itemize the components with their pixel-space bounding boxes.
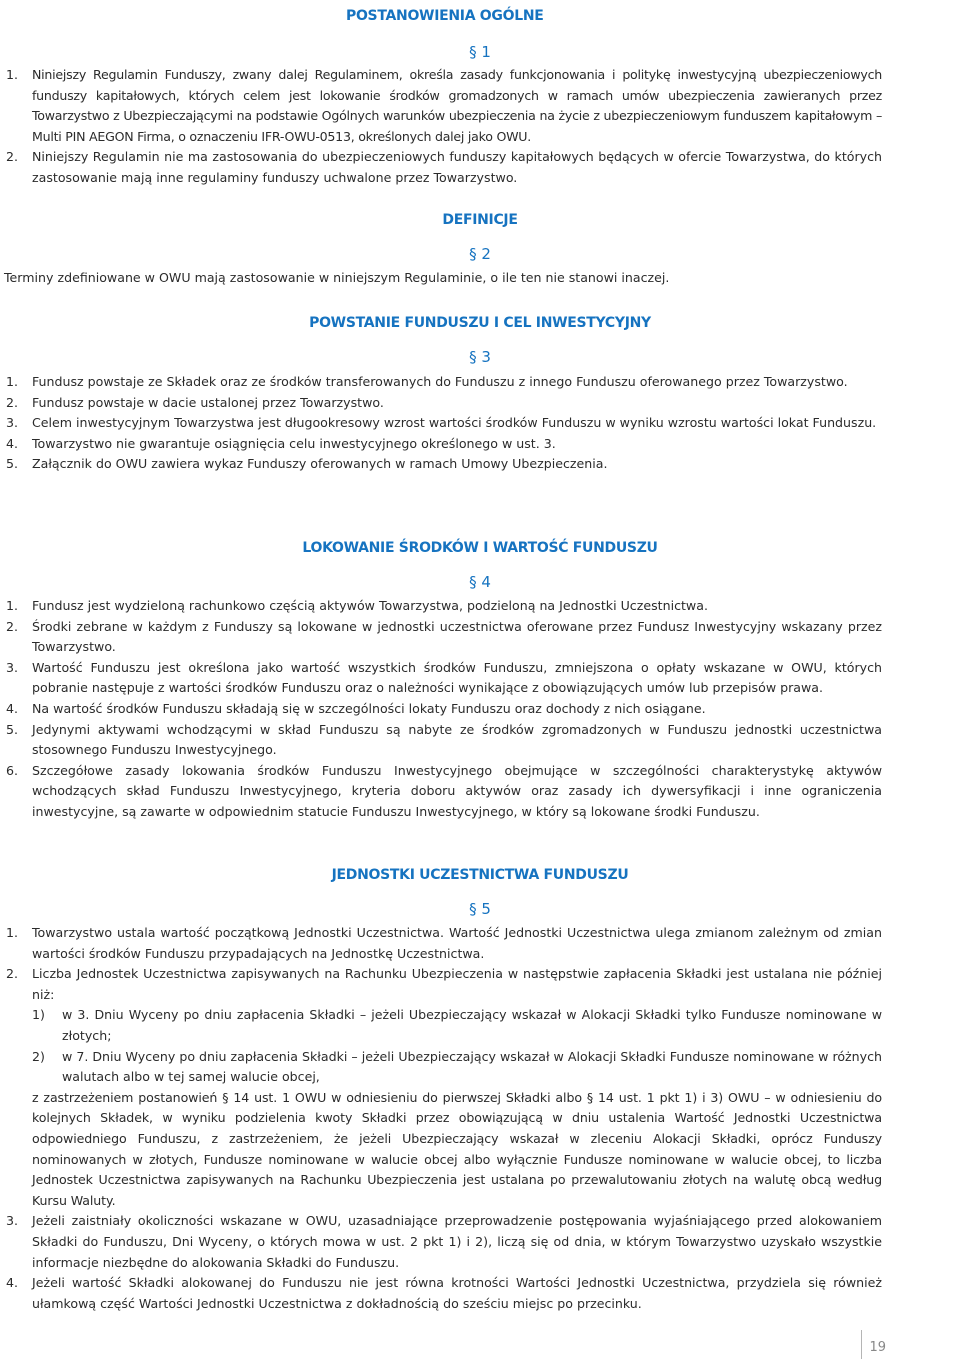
- page-number: 19: [869, 1340, 886, 1355]
- sub-item-text: w 7. Dniu Wyceny po dniu zapłacenia Składki – jeżeli Ubezpieczający wskazał w Alokacji Składki Fundusze nominowane w różnych walutach albo w tej samej walucie obcej,: [62, 1048, 882, 1085]
- item-text: Na wartość środków Funduszu składają się w szczególności lokaty Funduszu oraz dochody z nich osiągane.: [32, 700, 706, 716]
- item-number: 5.: [6, 721, 19, 737]
- paragraph-number: § 3: [469, 348, 491, 366]
- item-text: Załącznik do OWU zawiera wykaz Funduszy oferowanych w ramach Umowy Ubezpieczenia.: [32, 456, 608, 472]
- paragraph-number: § 5: [469, 900, 491, 918]
- item-number: 4.: [6, 1275, 19, 1291]
- list-item: [0, 147, 960, 188]
- section-postanowienia: [0, 4, 960, 189]
- item-number: 4.: [6, 700, 19, 716]
- paragraph-number: § 1: [469, 43, 491, 61]
- sub-list-item: [32, 1047, 882, 1088]
- item-number: 1.: [6, 67, 19, 82]
- list-item: [0, 596, 960, 617]
- item-text: Liczba Jednostek Uczestnictwa zapisywanych na Rachunku Ubezpieczenia w następstwie zapłacenia Składki jest ustalana nie później niż:: [32, 966, 882, 1002]
- section-heading: POWSTANIE FUNDUSZU I CEL INWESTYCYJNY: [309, 315, 651, 331]
- list-item: [0, 393, 960, 414]
- section-heading: DEFINICJE: [442, 212, 518, 228]
- section-definicje: [0, 208, 960, 289]
- section-powstanie: [0, 311, 960, 475]
- definition-text: Terminy zdefiniowane w OWU mają zastosowanie w niniejszym Regulaminie, o ile ten nie stanowi inaczej.: [4, 270, 670, 285]
- item-number: 3.: [6, 415, 19, 431]
- item-text: Jeżeli wartość Składki alokowanej do Funduszu nie jest równa krotności Wartości Jednostki Uczestnictwa, przydziela się również ułamkową część Wartości Jednostki Uczestnictwa z dokładnością do sześciu miejsc po przecinku.: [32, 1275, 882, 1311]
- item-number: 5.: [6, 456, 19, 472]
- item-text: Niniejszy Regulamin Funduszy, zwany dalej Regulaminem, określa zasady funkcjonowania i politykę inwestycyjną ubezpieczeniowych funduszy kapitałowych, których celem jest lokowanie środków gromadzonych w ramach umów ubezpieczenia zawieranych przez Towarzystwo z Ubezpieczającymi na podstawie Ogólnych warunków ubezpieczenia na życie z ubezpieczeniowym funduszem kapitałowym – Multi PIN AEGON Firma, o oznaczeniu IFR-OWU-0513, określonych dalej jako OWU.: [32, 67, 882, 144]
- sub-item-number: 2): [32, 1048, 45, 1064]
- item-text: Szczegółowe zasady lokowania środków Funduszu Inwestycyjnego obejmujące w szczególności charakterystykę aktywów wchodzących skład Funduszu Inwestycyjnego, kryteria doboru aktywów oraz zasady ich dywersyfikacji i inne ograniczenia inwestycyjne, są zawarte w odpowiednim statucie Funduszu Inwestycyjnego, w który są lokowane środki Funduszu.: [32, 762, 882, 819]
- section-list: [0, 923, 960, 1314]
- item-text: Środki zebrane w każdym z Funduszy są lokowane w jednostki uczestnictwa oferowane przez Fundusz Inwestycyjny wskazany przez Towarzystwo.: [32, 618, 882, 655]
- item-number: 1.: [6, 598, 19, 613]
- item-text: Celem inwestycyjnym Towarzystwa jest długookresowy wzrost wartości środków Funduszu w wyniku wzrostu wartości lokat Funduszu.: [32, 415, 877, 431]
- item-number: 1.: [6, 925, 19, 940]
- list-item: [0, 658, 960, 699]
- list-item: [0, 964, 960, 1211]
- sub-list: [32, 1005, 882, 1087]
- list-item: [0, 65, 960, 147]
- item-text: Wartość Funduszu jest określona jako wartość wszystkich środków Funduszu, zmniejszona o opłaty wskazane w OWU, których pobranie następuje z wartości środków Funduszu oraz o należności wynikające z obowiązujących umów lub przepisów prawa.: [32, 659, 882, 696]
- list-item: [0, 923, 960, 964]
- item-text: Niniejszy Regulamin nie ma zastosowania do ubezpieczeniowych funduszy kapitałowych będących w ofercie Towarzystwa, do których zastosowanie mają inne regulaminy funduszy uchwalone przez Towarzystwo.: [32, 149, 882, 185]
- list-item: [0, 1273, 960, 1314]
- item-number: 2.: [6, 966, 19, 982]
- section-heading: POSTANOWIENIA OGÓLNE: [346, 8, 544, 24]
- item-text: Jeżeli zaistniały okoliczności wskazane w OWU, uzasadniające przeprowadzenie postępowania wyjaśniającego przed alokowaniem Składki do Funduszu, Dni Wyceny, o których mowa w ust. 2 pkt 1) i 2), liczą się od dnia, w którym Towarzystwo uzyskało wszystkie informacje niezbędne do alokowania Składki do Funduszu.: [32, 1213, 882, 1270]
- item-number: 3.: [6, 659, 19, 675]
- list-item: [0, 617, 960, 658]
- page-number-divider: [861, 1330, 862, 1359]
- item-text: Fundusz powstaje w dacie ustalonej przez Towarzystwo.: [32, 394, 384, 410]
- item-text: Fundusz jest wydzieloną rachunkowo częścią aktywów Towarzystwa, podzieloną na Jednostki Uczestnictwa.: [32, 598, 708, 613]
- item-number: 4.: [6, 435, 19, 451]
- section-heading: LOKOWANIE ŚRODKÓW I WARTOŚĆ FUNDUSZU: [302, 540, 658, 556]
- section-list: [0, 596, 960, 823]
- sub-item-number: 1): [32, 1007, 45, 1023]
- sub-list-item: [32, 1005, 882, 1046]
- item-number: 3.: [6, 1213, 19, 1229]
- item-number: 1.: [6, 374, 19, 389]
- item-number: 2.: [6, 149, 19, 165]
- section-list: [0, 65, 960, 189]
- list-item: [0, 720, 960, 761]
- section-jednostki: [0, 863, 960, 1314]
- list-item: [0, 454, 960, 475]
- item-text: Towarzystwo nie gwarantuje osiągnięcia celu inwestycyjnego określonego w ust. 3.: [32, 435, 556, 451]
- section-lokowanie: [0, 536, 960, 823]
- item-number: 6.: [6, 762, 19, 778]
- list-item: [0, 372, 960, 393]
- list-item: [0, 1211, 960, 1273]
- paragraph-number: § 2: [469, 245, 491, 263]
- list-item: [0, 699, 960, 720]
- item-text: Towarzystwo ustala wartość początkową Jednostki Uczestnictwa. Wartość Jednostki Uczestnictwa ulega zmianom zależnym od zmian wartości środków Funduszu przypadających na Jednostkę Uczestnictwa.: [32, 925, 882, 961]
- paragraph-number: § 4: [469, 573, 491, 591]
- section-heading: JEDNOSTKI UCZESTNICTWA FUNDUSZU: [331, 867, 629, 883]
- section-list: [0, 372, 960, 475]
- item-number: 2.: [6, 394, 19, 410]
- item-number: 2.: [6, 618, 19, 634]
- item-text: Fundusz powstaje ze Składek oraz ze środków transferowanych do Funduszu z innego Funduszu oferowanego przez Towarzystwo.: [32, 374, 848, 389]
- list-item: [0, 761, 960, 823]
- item-text: Jedynymi aktywami wchodzącymi w skład Funduszu są nabyte ze środków zgromadzonych w Funduszu jednostki uczestnictwa stosownego Funduszu Inwestycyjnego.: [32, 721, 882, 758]
- list-item: [0, 413, 960, 434]
- item-continuation: z zastrzeżeniem postanowień § 14 ust. 1 OWU w odniesieniu do pierwszej Składki albo § 14 ust. 1 pkt 1) i 3) OWU – w odniesieniu do kolejnych Składek, w wyniku podzielenia kwoty Składki przez obowiązującą w dniu ustalenia Wartość Jednostki Uczestnictwa odpowiedniego Funduszu, z zastrzeżeniem, że jeżeli Ubezpieczający wskazał w zleceniu Alokacji Składki, oprócz Funduszy nominowanych w złotych, Fundusze nominowane w walucie obcej albo wyłącznie Fundusze nominowane w walucie obcej, to liczba Jednostek Uczestnictwa zapisywanych na Rachunku Ubezpieczenia jest ustalana po przewalutowaniu złotych na walutę obcą według Kursu Waluty.: [32, 1089, 882, 1208]
- list-item: [0, 434, 960, 455]
- sub-item-text: w 3. Dniu Wyceny po dniu zapłacenia Składki – jeżeli Ubezpieczający wskazał w Alokacji Składki tylko Fundusze nominowane w złotych;: [62, 1007, 882, 1043]
